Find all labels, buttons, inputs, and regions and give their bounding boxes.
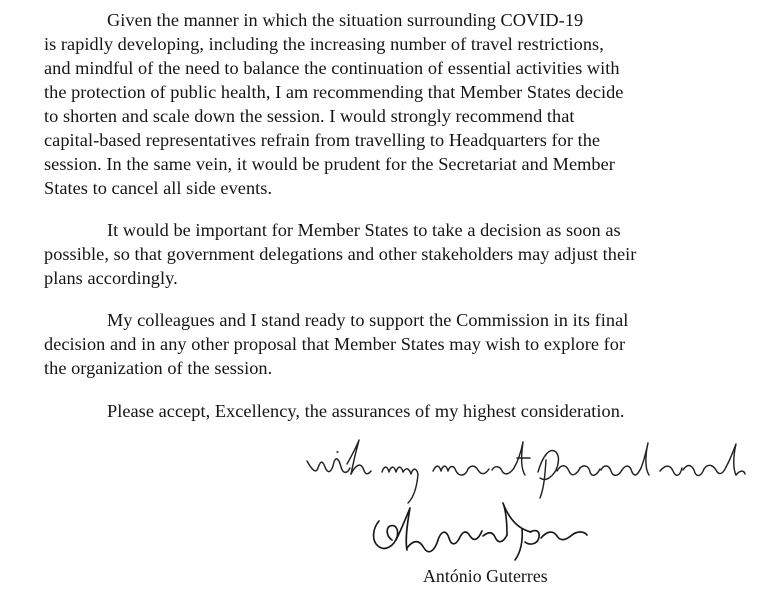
signer-name: António Guterres — [423, 566, 548, 586]
paragraph-2-line-1: It would be important for Member States to take a decision as soon as — [107, 220, 621, 240]
paragraph-1-line-2: is rapidly developing, including the increasing number of travel restrictions, — [44, 34, 604, 54]
paragraph-1-line-8: States to cancel all side events. — [44, 178, 273, 198]
paragraph-3-line-2: decision and in any other proposal that Member States may wish to explore for — [44, 334, 626, 354]
paragraph-1-line-7: session. In the same vein, it would be prudent for the Secretariat and Member — [44, 154, 615, 174]
paragraph-3-line-1: My colleagues and I stand ready to support the Commission in its final — [107, 310, 629, 330]
signature-mark — [374, 503, 587, 560]
paragraph-1-line-6: capital-based representatives refrain from travelling to Headquarters for the — [44, 130, 601, 150]
handwritten-note — [307, 440, 745, 503]
paragraph-1-line-5: to shorten and scale down the session. I would strongly recommend that — [44, 106, 575, 126]
paragraph-3-line-3: the organization of the session. — [44, 358, 273, 378]
paragraph-1-line-1: Given the manner in which the situation surrounding COVID-19 — [107, 10, 584, 30]
paragraph-2-line-3: plans accordingly. — [44, 268, 178, 288]
paragraph-2-line-2: possible, so that government delegations and other stakeholders may adjust their — [44, 244, 637, 264]
paragraph-1-line-3: and mindful of the need to balance the continuation of essential activities with — [44, 58, 620, 78]
closing-line: Please accept, Excellency, the assurances of my highest consideration. — [107, 401, 625, 421]
paragraph-1-line-4: the protection of public health, I am recommending that Member States decide — [44, 82, 624, 102]
